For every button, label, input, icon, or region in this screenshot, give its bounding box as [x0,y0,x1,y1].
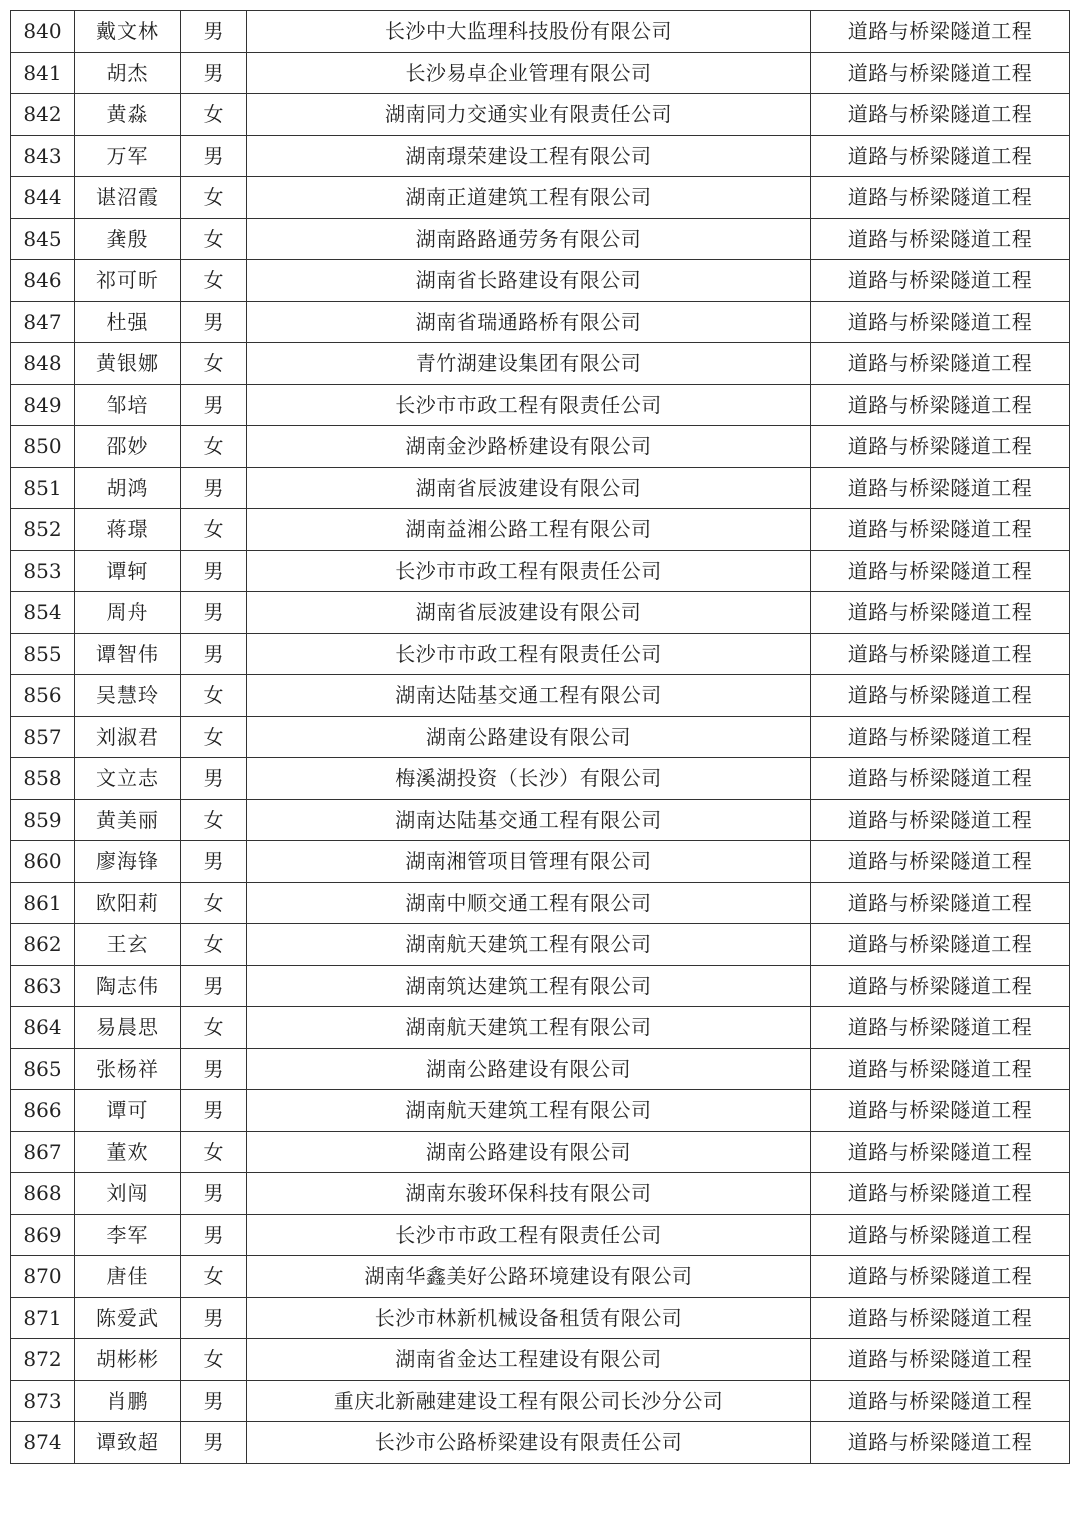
gender-cell: 男 [181,1380,247,1422]
name-cell: 黄银娜 [75,343,181,385]
name-cell: 文立志 [75,758,181,800]
company-cell: 梅溪湖投资（长沙）有限公司 [247,758,811,800]
gender-cell: 男 [181,467,247,509]
gender-cell: 男 [181,1090,247,1132]
serial-number-cell: 871 [11,1297,75,1339]
serial-number-cell: 840 [11,11,75,53]
name-cell: 戴文林 [75,11,181,53]
company-cell: 湖南华鑫美好公路环境建设有限公司 [247,1256,811,1298]
name-cell: 邵妙 [75,426,181,468]
major-cell: 道路与桥梁隧道工程 [811,135,1070,177]
gender-cell: 男 [181,11,247,53]
table-row [11,592,1070,634]
company-cell: 湖南省辰波建设有限公司 [247,467,811,509]
major-cell: 道路与桥梁隧道工程 [811,467,1070,509]
serial-number-cell: 872 [11,1339,75,1381]
table-row [11,675,1070,717]
major-cell: 道路与桥梁隧道工程 [811,343,1070,385]
serial-number-cell: 858 [11,758,75,800]
major-cell: 道路与桥梁隧道工程 [811,426,1070,468]
major-cell: 道路与桥梁隧道工程 [811,1422,1070,1464]
serial-number-cell: 873 [11,1380,75,1422]
table-row [11,52,1070,94]
company-cell: 长沙市市政工程有限责任公司 [247,384,811,426]
table-row [11,343,1070,385]
company-cell: 长沙市公路桥梁建设有限责任公司 [247,1422,811,1464]
serial-number-cell: 852 [11,509,75,551]
gender-cell: 男 [181,1048,247,1090]
serial-number-cell: 866 [11,1090,75,1132]
major-cell: 道路与桥梁隧道工程 [811,592,1070,634]
serial-number-cell: 851 [11,467,75,509]
company-cell: 湖南省瑞通路桥有限公司 [247,301,811,343]
major-cell: 道路与桥梁隧道工程 [811,758,1070,800]
table-row [11,633,1070,675]
serial-number-cell: 842 [11,94,75,136]
gender-cell: 男 [181,633,247,675]
gender-cell: 男 [181,550,247,592]
name-cell: 蒋璟 [75,509,181,551]
name-cell: 王玄 [75,924,181,966]
major-cell: 道路与桥梁隧道工程 [811,1173,1070,1215]
gender-cell: 女 [181,675,247,717]
serial-number-cell: 862 [11,924,75,966]
gender-cell: 男 [181,592,247,634]
company-cell: 重庆北新融建建设工程有限公司长沙分公司 [247,1380,811,1422]
name-cell: 胡彬彬 [75,1339,181,1381]
gender-cell: 女 [181,218,247,260]
company-cell: 湖南省辰波建设有限公司 [247,592,811,634]
gender-cell: 男 [181,841,247,883]
gender-cell: 女 [181,1007,247,1049]
table-row [11,1048,1070,1090]
major-cell: 道路与桥梁隧道工程 [811,799,1070,841]
table-row [11,467,1070,509]
company-cell: 湖南筑达建筑工程有限公司 [247,965,811,1007]
major-cell: 道路与桥梁隧道工程 [811,94,1070,136]
table-row [11,924,1070,966]
major-cell: 道路与桥梁隧道工程 [811,965,1070,1007]
company-cell: 湖南省长路建设有限公司 [247,260,811,302]
gender-cell: 女 [181,426,247,468]
company-cell: 长沙市林新机械设备租赁有限公司 [247,1297,811,1339]
table-row [11,301,1070,343]
table-row [11,1007,1070,1049]
serial-number-cell: 860 [11,841,75,883]
gender-cell: 男 [181,965,247,1007]
major-cell: 道路与桥梁隧道工程 [811,301,1070,343]
company-cell: 湖南达陆基交通工程有限公司 [247,799,811,841]
major-cell: 道路与桥梁隧道工程 [811,841,1070,883]
serial-number-cell: 856 [11,675,75,717]
name-cell: 肖鹏 [75,1380,181,1422]
serial-number-cell: 874 [11,1422,75,1464]
name-cell: 易晨思 [75,1007,181,1049]
major-cell: 道路与桥梁隧道工程 [811,1007,1070,1049]
company-cell: 湖南省金达工程建设有限公司 [247,1339,811,1381]
company-cell: 长沙中大监理科技股份有限公司 [247,11,811,53]
table-row [11,177,1070,219]
table-row [11,94,1070,136]
gender-cell: 女 [181,1256,247,1298]
company-cell: 湖南航天建筑工程有限公司 [247,924,811,966]
name-cell: 谌沼霞 [75,177,181,219]
roster-table-body [11,11,1070,1464]
name-cell: 吴慧玲 [75,675,181,717]
major-cell: 道路与桥梁隧道工程 [811,924,1070,966]
major-cell: 道路与桥梁隧道工程 [811,633,1070,675]
major-cell: 道路与桥梁隧道工程 [811,218,1070,260]
gender-cell: 女 [181,94,247,136]
gender-cell: 女 [181,177,247,219]
gender-cell: 女 [181,882,247,924]
name-cell: 张杨祥 [75,1048,181,1090]
major-cell: 道路与桥梁隧道工程 [811,1090,1070,1132]
roster-sheet [10,10,1069,1464]
name-cell: 谭智伟 [75,633,181,675]
company-cell: 湖南公路建设有限公司 [247,716,811,758]
serial-number-cell: 857 [11,716,75,758]
table-row [11,965,1070,1007]
name-cell: 周舟 [75,592,181,634]
name-cell: 廖海锋 [75,841,181,883]
major-cell: 道路与桥梁隧道工程 [811,550,1070,592]
serial-number-cell: 845 [11,218,75,260]
gender-cell: 女 [181,509,247,551]
table-row [11,1214,1070,1256]
table-row [11,1380,1070,1422]
gender-cell: 女 [181,924,247,966]
name-cell: 黄淼 [75,94,181,136]
table-row [11,550,1070,592]
table-row [11,1422,1070,1464]
table-row [11,509,1070,551]
name-cell: 黄美丽 [75,799,181,841]
company-cell: 湖南达陆基交通工程有限公司 [247,675,811,717]
major-cell: 道路与桥梁隧道工程 [811,675,1070,717]
company-cell: 湖南同力交通实业有限责任公司 [247,94,811,136]
gender-cell: 女 [181,716,247,758]
serial-number-cell: 869 [11,1214,75,1256]
name-cell: 谭致超 [75,1422,181,1464]
gender-cell: 男 [181,52,247,94]
gender-cell: 男 [181,1297,247,1339]
major-cell: 道路与桥梁隧道工程 [811,1131,1070,1173]
name-cell: 谭轲 [75,550,181,592]
table-row [11,1256,1070,1298]
gender-cell: 男 [181,384,247,426]
major-cell: 道路与桥梁隧道工程 [811,1214,1070,1256]
gender-cell: 男 [181,135,247,177]
table-row [11,758,1070,800]
company-cell: 湖南航天建筑工程有限公司 [247,1090,811,1132]
name-cell: 李军 [75,1214,181,1256]
name-cell: 祁可昕 [75,260,181,302]
gender-cell: 男 [181,1214,247,1256]
company-cell: 湖南金沙路桥建设有限公司 [247,426,811,468]
name-cell: 龚殷 [75,218,181,260]
company-cell: 湖南东骏环保科技有限公司 [247,1173,811,1215]
company-cell: 湖南公路建设有限公司 [247,1048,811,1090]
name-cell: 陶志伟 [75,965,181,1007]
table-row [11,841,1070,883]
name-cell: 万军 [75,135,181,177]
company-cell: 湖南正道建筑工程有限公司 [247,177,811,219]
table-row [11,218,1070,260]
serial-number-cell: 853 [11,550,75,592]
name-cell: 刘闯 [75,1173,181,1215]
gender-cell: 女 [181,1339,247,1381]
serial-number-cell: 870 [11,1256,75,1298]
serial-number-cell: 848 [11,343,75,385]
company-cell: 湖南公路建设有限公司 [247,1131,811,1173]
table-row [11,11,1070,53]
table-row [11,1131,1070,1173]
gender-cell: 男 [181,1173,247,1215]
company-cell: 青竹湖建设集团有限公司 [247,343,811,385]
serial-number-cell: 864 [11,1007,75,1049]
company-cell: 湖南湘管项目管理有限公司 [247,841,811,883]
gender-cell: 男 [181,758,247,800]
table-row [11,882,1070,924]
major-cell: 道路与桥梁隧道工程 [811,509,1070,551]
name-cell: 刘淑君 [75,716,181,758]
name-cell: 杜强 [75,301,181,343]
gender-cell: 女 [181,260,247,302]
table-row [11,716,1070,758]
name-cell: 董欢 [75,1131,181,1173]
major-cell: 道路与桥梁隧道工程 [811,177,1070,219]
serial-number-cell: 865 [11,1048,75,1090]
table-row [11,260,1070,302]
company-cell: 湖南路路通劳务有限公司 [247,218,811,260]
company-cell: 湖南益湘公路工程有限公司 [247,509,811,551]
table-row [11,384,1070,426]
major-cell: 道路与桥梁隧道工程 [811,1048,1070,1090]
company-cell: 长沙易卓企业管理有限公司 [247,52,811,94]
name-cell: 陈爱武 [75,1297,181,1339]
major-cell: 道路与桥梁隧道工程 [811,260,1070,302]
serial-number-cell: 846 [11,260,75,302]
serial-number-cell: 859 [11,799,75,841]
table-row [11,1339,1070,1381]
serial-number-cell: 841 [11,52,75,94]
major-cell: 道路与桥梁隧道工程 [811,384,1070,426]
serial-number-cell: 847 [11,301,75,343]
company-cell: 长沙市市政工程有限责任公司 [247,550,811,592]
serial-number-cell: 850 [11,426,75,468]
serial-number-cell: 849 [11,384,75,426]
serial-number-cell: 854 [11,592,75,634]
table-row [11,135,1070,177]
serial-number-cell: 855 [11,633,75,675]
major-cell: 道路与桥梁隧道工程 [811,11,1070,53]
name-cell: 欧阳莉 [75,882,181,924]
name-cell: 邹培 [75,384,181,426]
gender-cell: 女 [181,1131,247,1173]
major-cell: 道路与桥梁隧道工程 [811,882,1070,924]
major-cell: 道路与桥梁隧道工程 [811,52,1070,94]
table-row [11,1297,1070,1339]
serial-number-cell: 861 [11,882,75,924]
company-cell: 湖南璟荣建设工程有限公司 [247,135,811,177]
major-cell: 道路与桥梁隧道工程 [811,1339,1070,1381]
name-cell: 胡杰 [75,52,181,94]
roster-table [10,10,1070,1464]
company-cell: 长沙市市政工程有限责任公司 [247,1214,811,1256]
serial-number-cell: 843 [11,135,75,177]
company-cell: 长沙市市政工程有限责任公司 [247,633,811,675]
serial-number-cell: 844 [11,177,75,219]
table-row [11,426,1070,468]
serial-number-cell: 868 [11,1173,75,1215]
gender-cell: 女 [181,799,247,841]
major-cell: 道路与桥梁隧道工程 [811,1380,1070,1422]
major-cell: 道路与桥梁隧道工程 [811,1297,1070,1339]
gender-cell: 男 [181,1422,247,1464]
name-cell: 谭可 [75,1090,181,1132]
major-cell: 道路与桥梁隧道工程 [811,1256,1070,1298]
serial-number-cell: 863 [11,965,75,1007]
gender-cell: 男 [181,301,247,343]
name-cell: 胡鸿 [75,467,181,509]
gender-cell: 女 [181,343,247,385]
company-cell: 湖南航天建筑工程有限公司 [247,1007,811,1049]
serial-number-cell: 867 [11,1131,75,1173]
table-row [11,1173,1070,1215]
major-cell: 道路与桥梁隧道工程 [811,716,1070,758]
name-cell: 唐佳 [75,1256,181,1298]
company-cell: 湖南中顺交通工程有限公司 [247,882,811,924]
table-row [11,799,1070,841]
table-row [11,1090,1070,1132]
